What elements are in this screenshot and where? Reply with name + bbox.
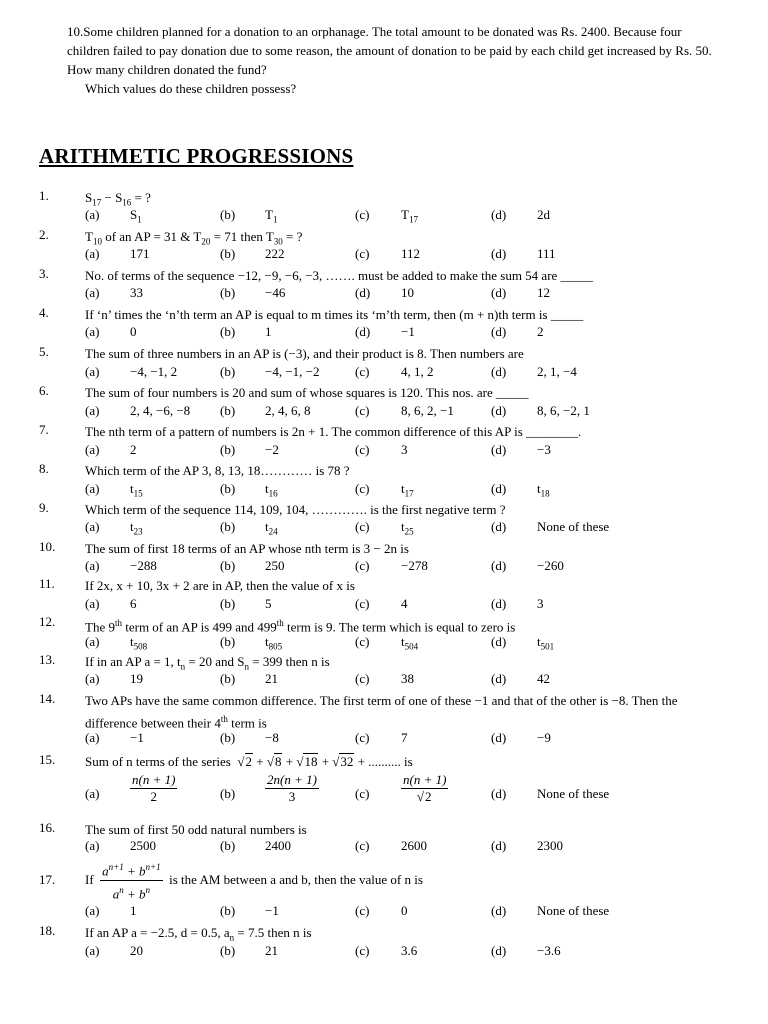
option-value: 3 (401, 442, 408, 457)
option-value: 2 (130, 442, 137, 457)
option-value: $\frac{n(n + 1)}{2}$ (132, 772, 176, 804)
question-text: Sum of n terms of the series √2 + √8 + √18 + √32 + .......... is (85, 754, 413, 769)
option-value: −1 (265, 903, 279, 918)
option-label: (c) (355, 596, 370, 611)
option-label: (a) (85, 903, 100, 918)
option-value: 3 (537, 596, 544, 611)
option-value: None of these (537, 903, 610, 918)
option-value: 2500 (130, 838, 156, 853)
question-number: 1. (39, 188, 49, 203)
option-value: −1 (401, 324, 415, 339)
option-label: (d) (491, 442, 507, 457)
option-value: 2, 4, 6, 8 (265, 403, 311, 418)
option-label: (d) (491, 519, 507, 534)
option-label: (a) (85, 558, 100, 573)
option-value: −1 (130, 730, 144, 745)
option-label: (c) (355, 838, 370, 853)
option-label: (b) (220, 634, 236, 649)
option-value: −278 (401, 558, 428, 573)
question-text: The nth term of a pattern of numbers is 2n + 1. The common difference of this AP is ________. (85, 424, 582, 439)
option-label: (d) (491, 596, 507, 611)
option-value: $t_{508}$ (130, 634, 148, 652)
option-value: 21 (265, 943, 278, 958)
option-label: (b) (220, 519, 236, 534)
option-label: (a) (85, 403, 100, 418)
option-value: −2 (265, 442, 279, 457)
question-text: The sum of first 18 terms of an AP whose nth term is 3 − 2n is (85, 541, 409, 556)
question-number: 15. (39, 752, 56, 767)
option-label: (a) (85, 246, 100, 261)
question-number: 18. (39, 923, 56, 938)
option-label: (a) (85, 943, 100, 958)
option-value: $t_{16}$ (265, 481, 278, 499)
option-label: (d) (491, 246, 507, 261)
option-value: $t_{17}$ (401, 481, 414, 499)
option-label: (c) (355, 481, 370, 496)
question-number: 11. (39, 576, 55, 591)
option-label: (d) (491, 285, 507, 300)
option-value: 1 (265, 324, 272, 339)
option-value: 21 (265, 671, 278, 686)
question-number: 17. (39, 872, 56, 887)
option-value: 19 (130, 671, 143, 686)
question-text: If an AP a = −2.5, d = 0.5, $a_n = 7.5$ then n is (85, 925, 312, 943)
option-value: 171 (130, 246, 150, 261)
option-value: None of these (537, 786, 610, 801)
option-value: $\frac{2n(n + 1)}{3}$ (267, 772, 317, 804)
option-label: (a) (85, 634, 100, 649)
option-value: −46 (265, 285, 286, 300)
question-text: $S_{17} - S_{16}$ = ? (85, 190, 151, 208)
question-text: $T_{10}$ of an AP = 31 & $T_{20} = 71$ then $T_{30}$ = ? (85, 229, 303, 247)
option-label: (a) (85, 519, 100, 534)
option-label: (d) (491, 324, 507, 339)
option-value: 20 (130, 943, 143, 958)
option-value: 7 (401, 730, 408, 745)
option-label: (c) (355, 786, 370, 801)
option-label: (c) (355, 671, 370, 686)
question-text: If 2x, x + 10, 3x + 2 are in AP, then the value of x is (85, 578, 355, 593)
option-value: 2, 1, −4 (537, 364, 577, 379)
option-label: (a) (85, 207, 100, 222)
question-text: Two APs have the same common difference. The first term of one of these −1 and that of the other is −8. Then the difference between their 4th term is (85, 693, 678, 731)
option-value: 222 (265, 246, 285, 261)
option-value: $T_1$ (265, 207, 278, 225)
option-label: (d) (355, 324, 371, 339)
option-label: (c) (355, 207, 370, 222)
option-value: −9 (537, 730, 551, 745)
option-label: (c) (355, 519, 370, 534)
option-label: (c) (355, 634, 370, 649)
option-label: (d) (491, 634, 507, 649)
option-value: 2300 (537, 838, 563, 853)
question-text: The 9th term of an AP is 499 and 499th term is 9. The term which is equal to zero is (85, 618, 516, 635)
question-number: 4. (39, 305, 49, 320)
option-label: (b) (220, 481, 236, 496)
option-label: (d) (491, 730, 507, 745)
question-text: If $\frac{a^{n+1} + b^{n+1}}{a^n + b^n}$ is the AM between a and b, then the value of n is (85, 858, 735, 904)
question-text: The sum of three numbers in an AP is (−3), and their product is 8. Then numbers are (85, 346, 524, 361)
option-label: (a) (85, 481, 100, 496)
question-number: 13. (39, 652, 56, 667)
option-value: $S_1$ (130, 207, 142, 225)
option-label: (c) (355, 403, 370, 418)
option-value: 112 (401, 246, 421, 261)
option-value: $t_{18}$ (537, 481, 550, 499)
option-label: (c) (355, 246, 370, 261)
option-label: (a) (85, 786, 100, 801)
question-number: 5. (39, 344, 49, 359)
option-value: 10 (401, 285, 414, 300)
option-value: $t_{805}$ (265, 634, 283, 652)
option-value: −288 (130, 558, 157, 573)
option-label: (d) (491, 786, 507, 801)
option-value: 8, 6, 2, −1 (401, 403, 454, 418)
option-value: $T_{17}$ (401, 207, 418, 225)
option-value: 8, 6, −2, 1 (537, 403, 590, 418)
option-label: (b) (220, 403, 236, 418)
option-value: −4, −1, −2 (265, 364, 320, 379)
option-label: (d) (491, 403, 507, 418)
question-number: 6. (39, 383, 49, 398)
option-value: 111 (537, 246, 556, 261)
option-label: (b) (220, 730, 236, 745)
option-value: $t_{23}$ (130, 519, 143, 537)
option-label: (c) (355, 903, 370, 918)
question-text: Which term of the sequence 114, 109, 104, …………. is the first negative term ? (85, 502, 506, 517)
option-label: (d) (491, 943, 507, 958)
option-value: $t_{504}$ (401, 634, 419, 652)
option-label: (d) (491, 838, 507, 853)
option-value: $\frac{n(n + 1)}{√2}$ (403, 772, 447, 804)
option-value: 4 (401, 596, 408, 611)
question-text: If ‘n’ times the ‘n’th term an AP is equal to m times its ‘m’th term, then (m + n)th term is _____ (85, 307, 584, 322)
option-label: (a) (85, 730, 100, 745)
option-label: (d) (491, 364, 507, 379)
option-value: $t_{15}$ (130, 481, 143, 499)
option-label: (b) (220, 207, 236, 222)
option-label: (b) (220, 596, 236, 611)
question-number: 12. (39, 614, 56, 629)
option-label: (b) (220, 442, 236, 457)
question-text: The sum of first 50 odd natural numbers is (85, 822, 307, 837)
option-value: 2600 (401, 838, 427, 853)
option-label: (c) (355, 730, 370, 745)
option-value: 2400 (265, 838, 291, 853)
option-value: 3.6 (401, 943, 418, 958)
intro-question-text: 10.Some children planned for a donation to an orphanage. The total amount to be donated was Rs. 2400. Because four children failed to pay donation due to some reason, the amount of donation to be paid by each child get increased by Rs. 50. How many children donated the fund? (67, 24, 712, 77)
option-label: (d) (491, 207, 507, 222)
question-number: 9. (39, 500, 49, 515)
option-value: $t_{25}$ (401, 519, 414, 537)
option-value: 0 (130, 324, 137, 339)
question-number: 10. (39, 539, 56, 554)
option-label: (b) (220, 324, 236, 339)
option-label: (b) (220, 903, 236, 918)
option-value: 1 (130, 903, 137, 918)
option-value: 4, 1, 2 (401, 364, 434, 379)
option-value: 12 (537, 285, 550, 300)
option-label: (c) (355, 558, 370, 573)
option-label: (a) (85, 364, 100, 379)
option-label: (d) (491, 481, 507, 496)
option-label: (a) (85, 324, 100, 339)
option-value: −260 (537, 558, 564, 573)
question-number: 2. (39, 227, 49, 242)
question-text: Which term of the AP 3, 8, 13, 18………… is 78 ? (85, 463, 350, 478)
question-number: 3. (39, 266, 49, 281)
option-value: 5 (265, 596, 272, 611)
option-label: (b) (220, 943, 236, 958)
option-value: −3 (537, 442, 551, 457)
question-number: 7. (39, 422, 49, 437)
question-number: 16. (39, 820, 56, 835)
option-label: (a) (85, 596, 100, 611)
option-label: (d) (491, 558, 507, 573)
option-label: (d) (355, 285, 371, 300)
option-value: 2 (537, 324, 544, 339)
question-text: No. of terms of the sequence −12, −9, −6, −3, ……. must be added to make the sum 54 are _____ (85, 268, 594, 283)
option-label: (c) (355, 364, 370, 379)
question-text: The sum of four numbers is 20 and sum of whose squares is 120. This nos. are _____ (85, 385, 529, 400)
option-value: None of these (537, 519, 610, 534)
option-label: (d) (491, 903, 507, 918)
option-label: (b) (220, 364, 236, 379)
question-text: If in an AP a = 1, $t_n = 20$ and $S_n = 399$ then n is (85, 654, 330, 672)
option-value: 250 (265, 558, 285, 573)
option-label: (b) (220, 671, 236, 686)
option-label: (b) (220, 285, 236, 300)
page-title: ARITHMETIC PROGRESSIONS (39, 144, 354, 168)
option-label: (a) (85, 285, 100, 300)
option-label: (b) (220, 246, 236, 261)
option-label: (a) (85, 671, 100, 686)
option-label: (d) (491, 671, 507, 686)
option-value: −8 (265, 730, 279, 745)
option-value: 2d (537, 207, 550, 222)
question-number: 8. (39, 461, 49, 476)
option-value: 42 (537, 671, 550, 686)
option-value: 38 (401, 671, 414, 686)
option-value: −4, −1, 2 (130, 364, 178, 379)
option-value: 0 (401, 903, 408, 918)
option-value: 6 (130, 596, 137, 611)
option-value: 33 (130, 285, 143, 300)
option-label: (b) (220, 786, 236, 801)
option-label: (b) (220, 838, 236, 853)
option-label: (a) (85, 442, 100, 457)
option-label: (b) (220, 558, 236, 573)
option-value: −3.6 (537, 943, 561, 958)
intro-paragraph (67, 22, 727, 98)
option-value: 2, 4, −6, −8 (130, 403, 191, 418)
option-value: $t_{24}$ (265, 519, 278, 537)
option-value: $t_{501}$ (537, 634, 555, 652)
option-label: (c) (355, 442, 370, 457)
option-label: (c) (355, 943, 370, 958)
question-number: 14. (39, 691, 56, 706)
intro-values-question: Which values do these children possess? (85, 81, 297, 96)
option-label: (a) (85, 838, 100, 853)
